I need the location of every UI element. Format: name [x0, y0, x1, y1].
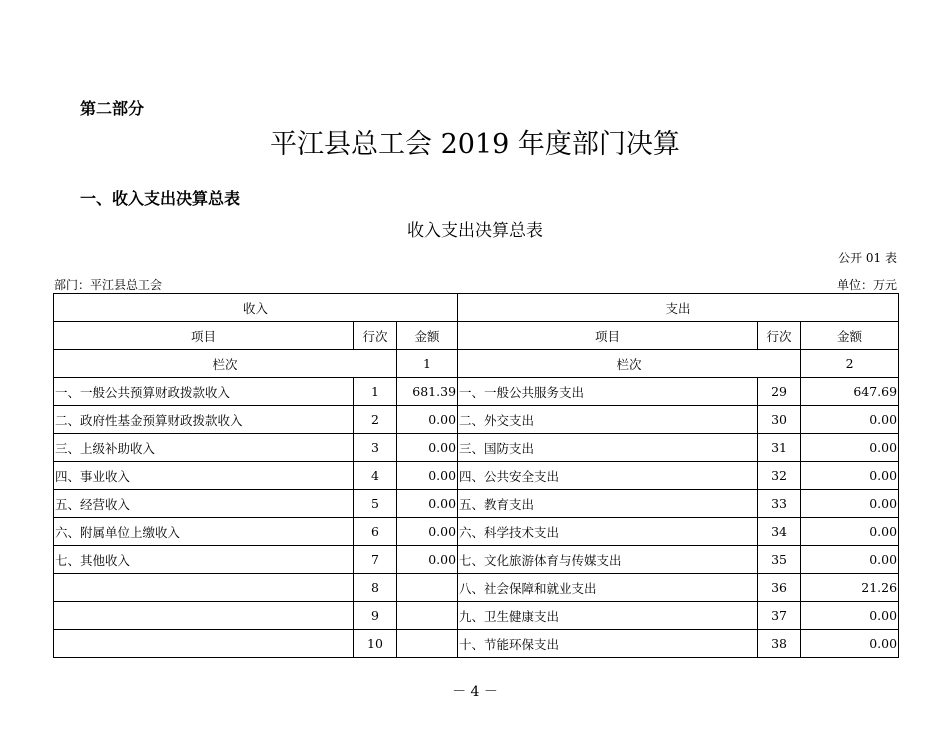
table-row [54, 462, 899, 490]
table-row [54, 546, 899, 574]
table-row [54, 406, 899, 434]
unit-label: 单位：万元 [836, 278, 897, 292]
expense-amount-cell: 0.00 [801, 434, 899, 462]
income-item-cell: 七、其他收入 [54, 546, 354, 574]
income-row-number-cell: 10 [354, 630, 397, 658]
expense-item-cell: 二、外交支出 [458, 406, 758, 434]
income-expense-table [53, 293, 899, 658]
colnum-value: 2 [801, 350, 899, 378]
income-amount-cell: 0.00 [397, 462, 458, 490]
page-number: － 4 － [452, 684, 498, 700]
expense-row-number-cell: 31 [758, 434, 801, 462]
table-row [54, 378, 899, 406]
income-amount-cell: 0.00 [397, 490, 458, 518]
expense-row-number-cell: 37 [758, 602, 801, 630]
expense-item-cell: 九、卫生健康支出 [458, 602, 758, 630]
income-row-number-cell: 4 [354, 462, 397, 490]
table-title: 收入支出决算总表 [407, 221, 543, 241]
income-row-number-cell: 9 [354, 602, 397, 630]
income-item-cell: 五、经营收入 [54, 490, 354, 518]
col-header-item: 项目 [458, 322, 758, 350]
part-label: 第二部分 [80, 99, 145, 118]
table-row [54, 518, 899, 546]
expense-amount-cell: 0.00 [801, 546, 899, 574]
expense-amount-cell: 0.00 [801, 630, 899, 658]
income-row-number-cell: 1 [354, 378, 397, 406]
expense-item-cell: 五、教育支出 [458, 490, 758, 518]
expense-amount-cell: 0.00 [801, 518, 899, 546]
income-row-number-cell: 6 [354, 518, 397, 546]
colnum-value: 1 [397, 350, 458, 378]
income-amount-cell: 0.00 [397, 434, 458, 462]
expense-item-cell: 八、社会保障和就业支出 [458, 574, 758, 602]
expense-item-cell: 七、文化旅游体育与传媒支出 [458, 546, 758, 574]
table-row [54, 630, 899, 658]
col-header-item: 项目 [54, 322, 354, 350]
income-amount-cell: 0.00 [397, 518, 458, 546]
income-item-cell [54, 602, 354, 630]
col-header-row: 行次 [354, 322, 397, 350]
income-row-number-cell: 8 [354, 574, 397, 602]
expense-amount-cell: 0.00 [801, 490, 899, 518]
income-item-cell: 四、事业收入 [54, 462, 354, 490]
income-row-number-cell: 7 [354, 546, 397, 574]
section-title: 一、收入支出决算总表 [80, 189, 241, 208]
expense-row-number-cell: 30 [758, 406, 801, 434]
page-title: 平江县总工会 2019 年度部门决算 [270, 129, 680, 160]
income-item-cell [54, 574, 354, 602]
expense-row-number-cell: 35 [758, 546, 801, 574]
income-header: 收入 [54, 294, 458, 322]
colnum-label: 栏次 [54, 350, 397, 378]
income-amount-cell: 0.00 [397, 546, 458, 574]
expense-row-number-cell: 29 [758, 378, 801, 406]
expense-row-number-cell: 36 [758, 574, 801, 602]
table-colnum-row [54, 350, 899, 378]
table-column-header-row [54, 322, 899, 350]
income-amount-cell [397, 630, 458, 658]
expense-header: 支出 [458, 294, 899, 322]
col-header-amount: 金额 [397, 322, 458, 350]
income-item-cell: 二、政府性基金预算财政拨款收入 [54, 406, 354, 434]
income-amount-cell: 0.00 [397, 406, 458, 434]
expense-amount-cell: 21.26 [801, 574, 899, 602]
expense-amount-cell: 0.00 [801, 406, 899, 434]
table-row [54, 434, 899, 462]
income-item-cell [54, 630, 354, 658]
income-amount-cell [397, 574, 458, 602]
income-item-cell: 三、上级补助收入 [54, 434, 354, 462]
expense-row-number-cell: 33 [758, 490, 801, 518]
table-row [54, 602, 899, 630]
expense-amount-cell: 0.00 [801, 602, 899, 630]
expense-amount-cell: 0.00 [801, 462, 899, 490]
income-row-number-cell: 2 [354, 406, 397, 434]
expense-row-number-cell: 38 [758, 630, 801, 658]
income-amount-cell: 681.39 [397, 378, 458, 406]
income-item-cell: 一、一般公共预算财政拨款收入 [54, 378, 354, 406]
expense-item-cell: 六、科学技术支出 [458, 518, 758, 546]
expense-row-number-cell: 32 [758, 462, 801, 490]
expense-item-cell: 三、国防支出 [458, 434, 758, 462]
table-row [54, 490, 899, 518]
expense-amount-cell: 647.69 [801, 378, 899, 406]
table-group-header-row [54, 294, 899, 322]
department-label: 部门：平江县总工会 [54, 278, 163, 292]
income-item-cell: 六、附属单位上缴收入 [54, 518, 354, 546]
expense-item-cell: 四、公共安全支出 [458, 462, 758, 490]
form-code: 公开 01 表 [838, 251, 897, 265]
expense-row-number-cell: 34 [758, 518, 801, 546]
col-header-amount: 金额 [801, 322, 899, 350]
colnum-label: 栏次 [458, 350, 801, 378]
income-row-number-cell: 5 [354, 490, 397, 518]
expense-item-cell: 一、一般公共服务支出 [458, 378, 758, 406]
income-row-number-cell: 3 [354, 434, 397, 462]
expense-item-cell: 十、节能环保支出 [458, 630, 758, 658]
income-amount-cell [397, 602, 458, 630]
table-row [54, 574, 899, 602]
col-header-row: 行次 [758, 322, 801, 350]
